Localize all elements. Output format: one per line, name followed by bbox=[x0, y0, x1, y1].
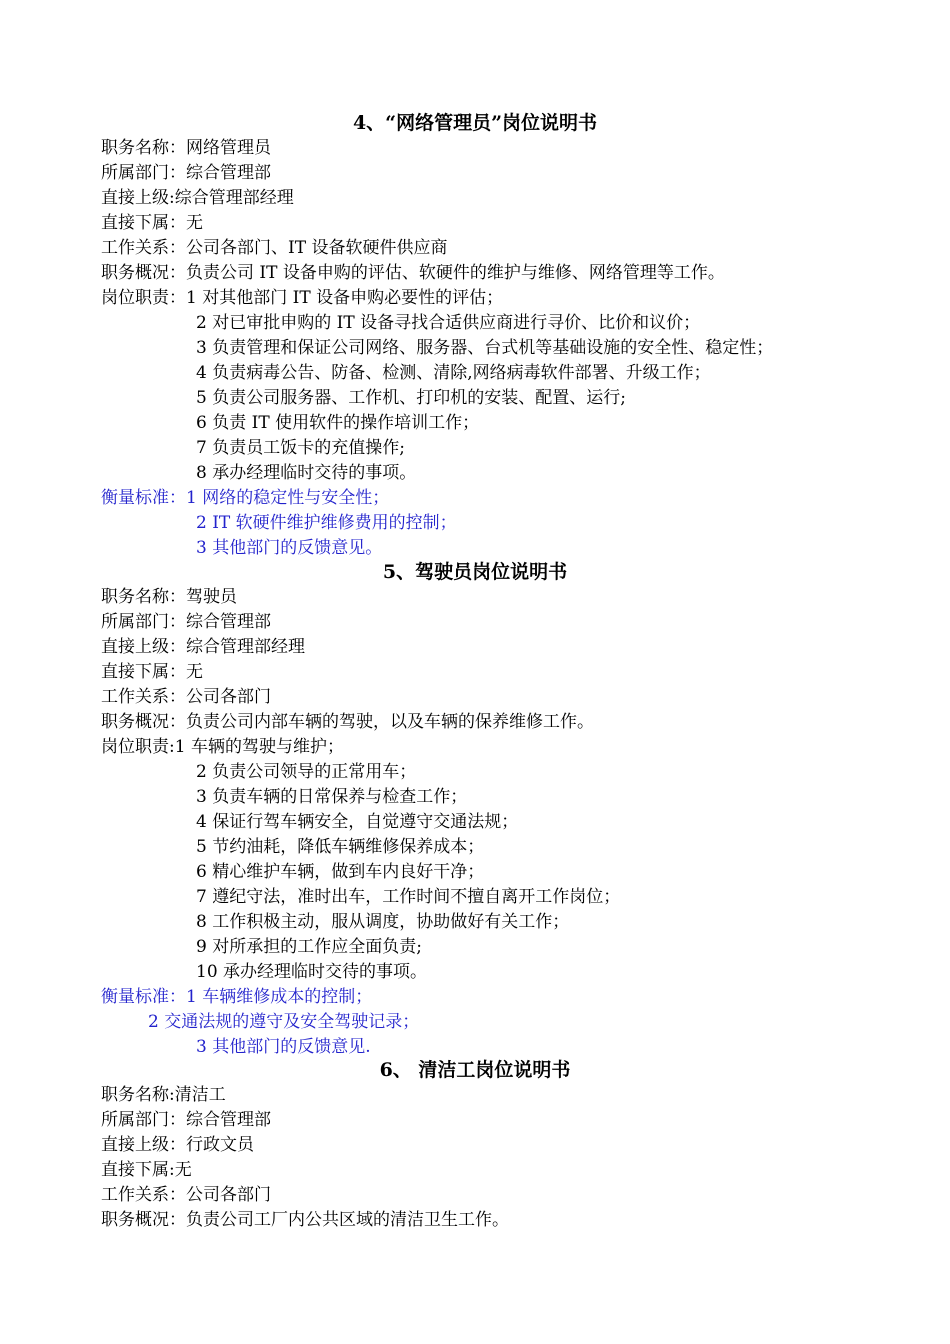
section-6-row-subordinate: 直接下属:无 bbox=[101, 1160, 192, 1180]
section-4-row-job-title: 职务名称：网络管理员 bbox=[101, 138, 271, 158]
section-4-row-supervisor: 直接上级:综合管理部经理 bbox=[101, 188, 294, 208]
section-5-duty-item: 7 遵纪守法，准时出车，工作时间不擅自离开工作岗位； bbox=[196, 887, 621, 907]
section-4-duty-item: 5 负责公司服务器、工作机、打印机的安装、配置、运行; bbox=[196, 388, 626, 408]
section-5-duty-item: 3 负责车辆的日常保养与检查工作； bbox=[196, 787, 468, 807]
section-6-row-job-title: 职务名称:清洁工 bbox=[101, 1085, 226, 1105]
section-6-title: 6、 清洁工岗位说明书 bbox=[379, 1059, 571, 1081]
section-5-title: 5、驾驶员岗位说明书 bbox=[382, 561, 568, 583]
section-5-row-department: 所属部门：综合管理部 bbox=[101, 612, 271, 632]
section-5-standard-item: 3 其他部门的反馈意见. bbox=[196, 1037, 371, 1057]
section-6-row-supervisor: 直接上级：行政文员 bbox=[101, 1135, 254, 1155]
section-6-row-relations: 工作关系：公司各部门 bbox=[101, 1185, 271, 1205]
section-5-duties-label: 岗位职责: bbox=[101, 737, 175, 757]
section-4-duty-item: 3 负责管理和保证公司网络、服务器、台式机等基础设施的安全性、稳定性； bbox=[196, 338, 774, 358]
section-5-standards-label: 衡量标准： bbox=[101, 987, 186, 1007]
section-4-row-overview: 职务概况：负责公司 IT 设备申购的评估、软硬件的维护与维修、网络管理等工作。 bbox=[101, 263, 725, 283]
section-5-duty-item: 岗位职责:1 车辆的驾驶与维护； bbox=[101, 737, 344, 757]
section-5-row-job-title: 职务名称：驾驶员 bbox=[101, 587, 237, 607]
section-4-standard-item: 衡量标准：1 网络的稳定性与安全性； bbox=[101, 488, 390, 508]
section-5-duty-item: 6 精心维护车辆，做到车内良好干净； bbox=[196, 862, 485, 882]
section-5-duty-item: 4 保证行驾车辆安全，自觉遵守交通法规； bbox=[196, 812, 519, 832]
section-4-standard-item: 2 IT 软硬件维护维修费用的控制； bbox=[196, 513, 457, 533]
section-4-row-relations: 工作关系：公司各部门、IT 设备软硬件供应商 bbox=[101, 238, 448, 258]
section-4-duty-item: 6 负责 IT 使用软件的操作培训工作； bbox=[196, 413, 480, 433]
section-4-duty-item: 7 负责员工饭卡的充值操作; bbox=[196, 438, 405, 458]
section-4-standard-item: 3 其他部门的反馈意见。 bbox=[196, 538, 383, 558]
section-4-standards-label: 衡量标准： bbox=[101, 488, 186, 508]
section-4-row-subordinate: 直接下属：无 bbox=[101, 213, 203, 233]
section-5-row-relations: 工作关系：公司各部门 bbox=[101, 687, 271, 707]
section-4-duty-item: 8 承办经理临时交待的事项。 bbox=[196, 463, 417, 483]
section-5-duty-item: 2 负责公司领导的正常用车； bbox=[196, 762, 417, 782]
section-4-duties-label: 岗位职责： bbox=[101, 288, 186, 308]
section-5-duty-item: 5 节约油耗，降低车辆维修保养成本； bbox=[196, 837, 485, 857]
section-4-title: 4、“网络管理员”岗位说明书 bbox=[352, 112, 598, 134]
section-4-duty-item: 岗位职责：1 对其他部门 IT 设备申购必要性的评估； bbox=[101, 288, 504, 308]
section-6-row-department: 所属部门：综合管理部 bbox=[101, 1110, 271, 1130]
section-4-duty-item: 4 负责病毒公告、防备、检测、清除,网络病毒软件部署、升级工作； bbox=[196, 363, 711, 383]
section-5-standard-item: 衡量标准：1 车辆维修成本的控制； bbox=[101, 987, 373, 1007]
section-5-standard-item: 2 交通法规的遵守及安全驾驶记录； bbox=[148, 1012, 420, 1032]
section-6-row-overview: 职务概况：负责公司工厂内公共区域的清洁卫生工作。 bbox=[101, 1210, 509, 1230]
section-4-row-department: 所属部门：综合管理部 bbox=[101, 163, 271, 183]
section-5-row-overview: 职务概况：负责公司内部车辆的驾驶，以及车辆的保养维修工作。 bbox=[101, 712, 594, 732]
section-5-duty-item: 8 工作积极主动，服从调度，协助做好有关工作； bbox=[196, 912, 570, 932]
section-5-duty-item: 9 对所承担的工作应全面负责; bbox=[196, 937, 422, 957]
section-5-row-supervisor: 直接上级：综合管理部经理 bbox=[101, 637, 305, 657]
section-5-row-subordinate: 直接下属：无 bbox=[101, 662, 203, 682]
section-4-duty-item: 2 对已审批申购的 IT 设备寻找合适供应商进行寻价、比价和议价； bbox=[196, 313, 701, 333]
section-5-duty-item: 10 承办经理临时交待的事项。 bbox=[196, 962, 428, 982]
